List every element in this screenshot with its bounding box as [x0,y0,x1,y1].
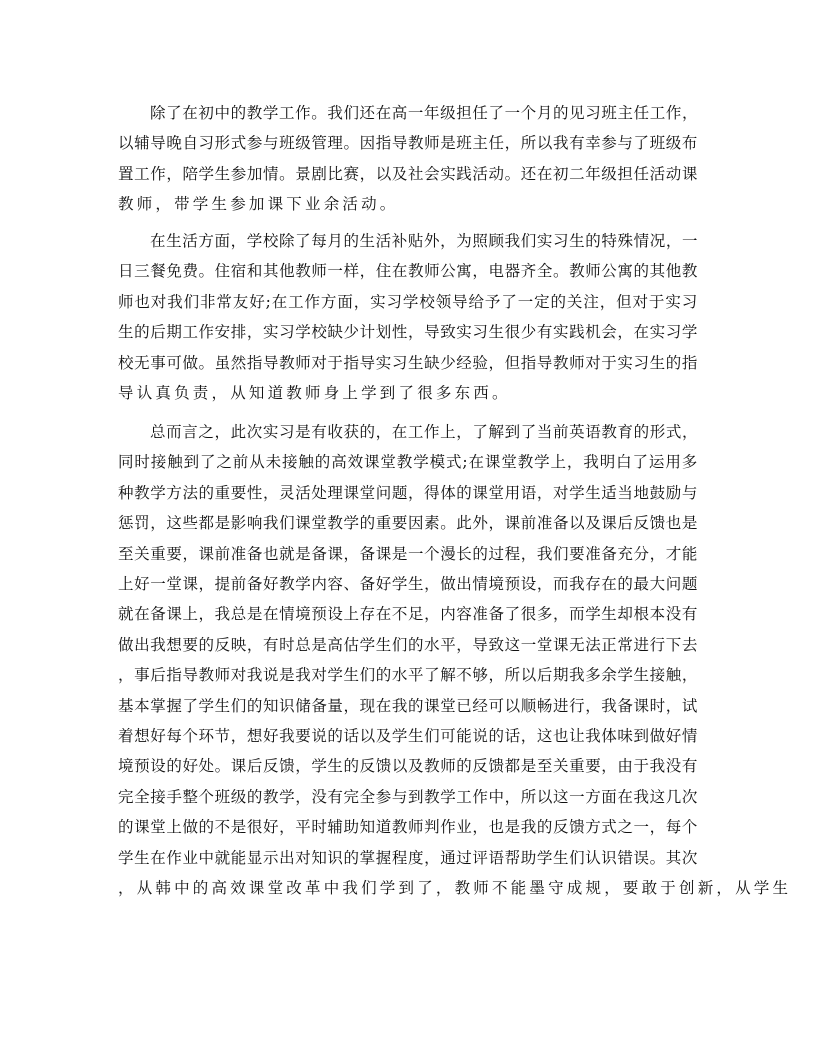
line-text: 基本掌握了学生们的知识储备量，现在我的课堂已经可以顺畅进行，我备课时，试 [118,697,698,715]
paragraph-line [0,419,816,445]
line-text: 总而言之，此次实习是有收获的，在工作上，了解到了当前英语教育的形式， [150,423,699,441]
paragraph-line [0,632,816,658]
line-text: 除了在初中的教学工作。我们还在高一年级担任了一个月的见习班主任工作， [150,104,699,122]
line-text: 以辅导晚自习形式参与班级管理。因指导教师是班主任，所以我有幸参与了班级布 [118,134,698,152]
paragraph-line [0,191,816,217]
paragraph-line [0,480,816,506]
paragraph-line [0,662,816,688]
line-text: 上好一堂课，提前备好教学内容、备好学生，做出情境预设，而我存在的最大问题 [118,575,698,593]
line-text: ，事后指导教师对我说是我对学生们的水平了解不够，所以后期我多余学生接触， [118,666,698,684]
paragraph-line [0,541,816,567]
paragraph-line [0,814,816,840]
paragraph-line [0,693,816,719]
paragraph-line [0,289,816,315]
paragraph-line [0,510,816,536]
line-text: 日三餐免费。住宿和其他教师一样，住在教师公寓，电器齐全。教师公寓的其他教 [118,262,698,280]
line-text: 校无事可做。虽然指导教师对于指导实习生缺少经验，但指导教师对于实习生的指 [118,354,698,372]
line-text: 师也对我们非常友好;在工作方面，实习学校领导给予了一定的关注，但对于实习 [118,293,699,311]
line-text: 学生在作业中就能显示出对知识的掌握程度，通过评语帮助学生们认识错误。其次 [118,849,698,867]
line-text: 教师，带学生参加课下业余活动。 [118,195,399,213]
line-text: 完全接手整个班级的教学，没有完全参与到教学工作中，所以这一方面在我这几次 [118,788,698,806]
paragraph-line [0,228,816,254]
line-text: 的课堂上做的不是很好，平时辅助知道教师判作业，也是我的反馈方式之一，每个 [118,818,698,836]
line-text: 在生活方面，学校除了每月的生活补贴外，为照顾我们实习生的特殊情况，一 [150,232,699,250]
paragraph-line [0,130,816,156]
line-text: 做出我想要的反映，有时总是高估学生们的水平，导致这一堂课无法正常进行下去 [118,636,698,654]
paragraph-line [0,258,816,284]
line-text: 至关重要，课前准备也就是备课，备课是一个漫长的过程，我们要准备充分，才能 [118,545,698,563]
line-text: 种教学方法的重要性，灵活处理课堂问题，得体的课堂用语，对学生适当地鼓励与 [118,484,698,502]
line-text: 同时接触到了之前从未接触的高效课堂教学模式;在课堂教学上，我明白了运用多 [118,453,699,471]
line-text: 生的后期工作安排，实习学校缺少计划性，导致实习生很少有实践机会，在实习学 [118,323,698,341]
paragraph-line [0,723,816,749]
paragraph-line [0,875,816,901]
paragraph-line [0,845,816,871]
line-text: ，从韩中的高效课堂改革中我们学到了，教师不能墨守成规，要敢于创新，从学生 [118,879,792,897]
line-text: 置工作，陪学生参加情。景剧比赛，以及社会实践活动。还在初二年级担任活动课 [118,165,698,183]
line-text: 惩罚，这些都是影响我们课堂教学的重要因素。此外，课前准备以及课后反馈也是 [118,514,698,532]
paragraph-line [0,449,816,475]
paragraph-line [0,161,816,187]
paragraph-line [0,100,816,126]
paragraph-line [0,784,816,810]
paragraph-line [0,319,816,345]
paragraph-line [0,350,816,376]
paragraph-line [0,571,816,597]
line-text: 境预设的好处。课后反馈，学生的反馈以及教师的反馈都是至关重要，由于我没有 [118,757,698,775]
paragraph-line [0,601,816,627]
line-text: 导认真负责，从知道教师身上学到了很多东西。 [118,384,511,402]
line-text: 就在备课上，我总是在情境预设上存在不足，内容准备了很多，而学生却根本没有 [118,605,698,623]
line-text: 着想好每个环节，想好我要说的话以及学生们可能说的话，这也让我体味到做好情 [118,727,698,745]
paragraph-line [0,753,816,779]
paragraph-line [0,380,816,406]
